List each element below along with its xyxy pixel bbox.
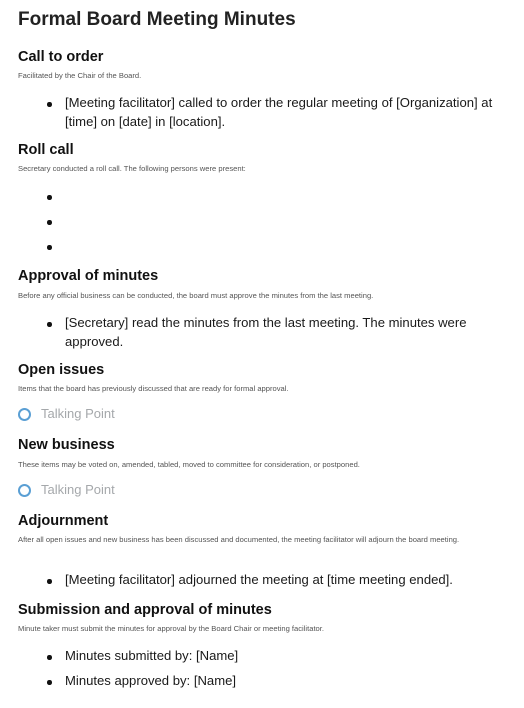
list-item-roll-call-1[interactable] [65,187,505,205]
list-item-submitted-by[interactable]: Minutes submitted by: [Name] [65,648,239,663]
section-heading-call-to-order: Call to order [18,49,104,65]
section-heading-adjournment: Adjournment [18,513,109,529]
bullet-icon [45,650,53,664]
talking-point-checkbox-icon[interactable] [18,484,31,497]
section-description-adjournment: After all open issues and new business has been discussed and documented, the meeting facilitator will adjourn the board meeting. [18,535,460,544]
section-description-call-to-order: Facilitated by the Chair of the Board. [18,71,142,80]
section-description-submission: Minute taker must submit the minutes for approval by the Board Chair or meeting facilitator. [18,624,325,633]
talking-point-checkbox-icon[interactable] [18,408,31,421]
list-item-approval-of-minutes[interactable]: [Secretary] read the minutes from the last meeting. The minutes were approved. [65,315,467,349]
section-description-new-business: These items may be voted on, amended, tabled, moved to committee for consideration, or postponed. [18,460,360,469]
list-item-roll-call-2[interactable] [65,212,505,230]
section-heading-approval-of-minutes: Approval of minutes [18,268,159,284]
bullet-icon [45,675,53,689]
bullet-icon [45,574,53,588]
list-item-call-to-order[interactable]: [Meeting facilitator] called to order the regular meeting of [Organization] at [time] on [date] in [location]. [65,95,493,129]
bullet-icon [45,190,53,204]
bullet-icon [45,215,53,229]
document-title: Formal Board Meeting Minutes [18,9,296,30]
section-heading-roll-call: Roll call [18,142,74,158]
bullet-icon [45,317,53,331]
section-heading-new-business: New business [18,437,115,453]
section-heading-open-issues: Open issues [18,362,105,378]
section-description-open-issues: Items that the board has previously discussed that are ready for formal approval. [18,384,289,393]
talking-point-input-new-business[interactable]: Talking Point [41,482,115,497]
list-item-approved-by[interactable]: Minutes approved by: [Name] [65,673,237,688]
section-description-approval-of-minutes: Before any official business can be conducted, the board must approve the minutes from the last meeting. [18,291,374,300]
section-description-roll-call: Secretary conducted a roll call. The following persons were present: [18,164,246,173]
bullet-icon [45,240,53,254]
list-item-roll-call-3[interactable] [65,237,505,255]
list-item-adjournment[interactable]: [Meeting facilitator] adjourned the meeting at [time meeting ended]. [65,572,453,587]
section-heading-submission: Submission and approval of minutes [18,602,272,618]
bullet-icon [45,97,53,111]
talking-point-input-open-issues[interactable]: Talking Point [41,406,115,421]
